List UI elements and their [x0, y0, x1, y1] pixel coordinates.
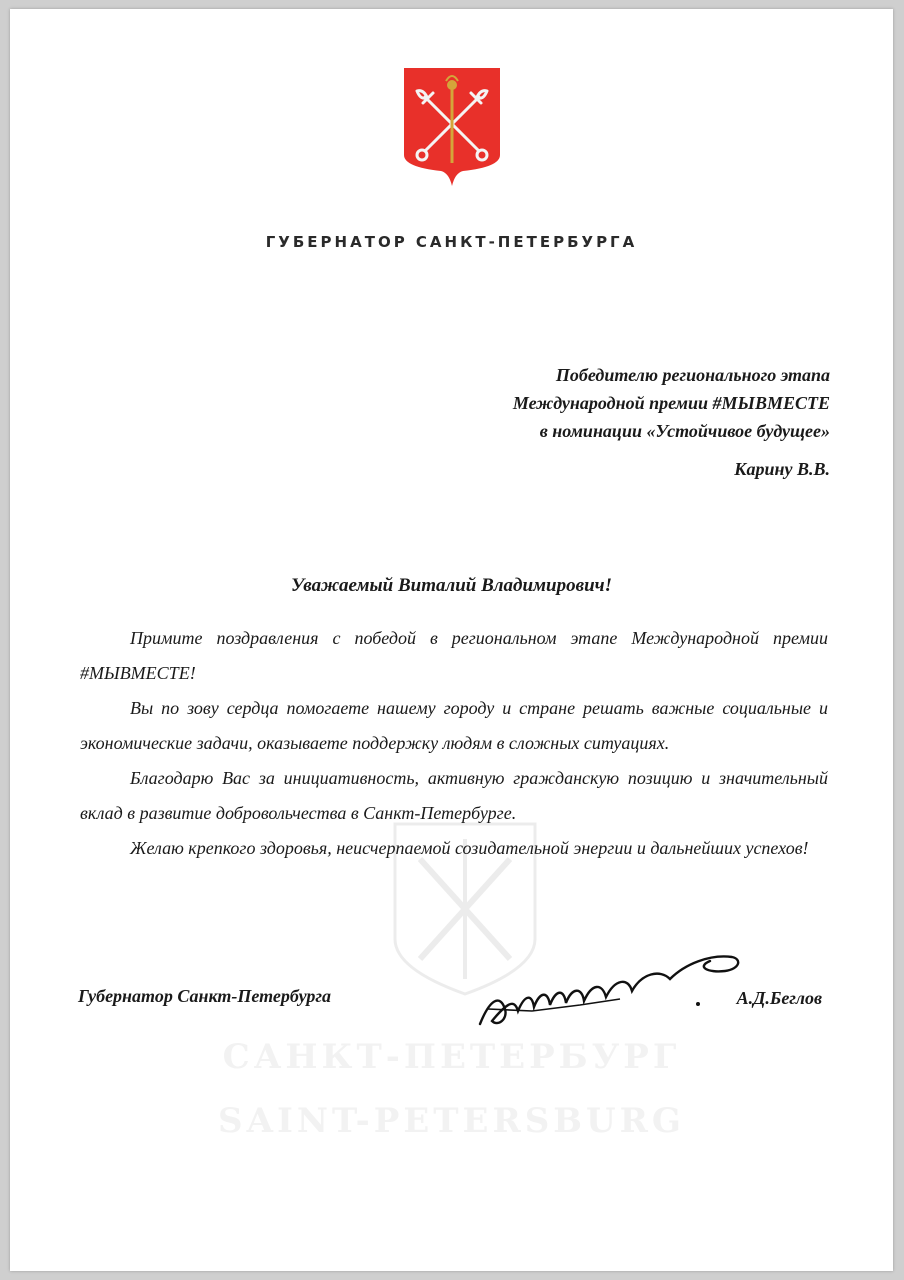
- addressee-block: [513, 361, 830, 445]
- letter-paragraph-4: Желаю крепкого здоровья, неисчерпаемой созидательной энергии и дальнейших успехов!: [130, 838, 809, 858]
- addressee-line-2: Международной премии #МЫВМЕСТЕ: [512, 393, 830, 413]
- issuer-title: ГУБЕРНАТОР САНКТ-ПЕТЕРБУРГА: [265, 233, 638, 251]
- letter-paragraph-1: Примите поздравления с победой в региональном этапе Международной премии #МЫВМЕСТЕ!: [80, 628, 828, 683]
- watermark-city-en: SAINT-PETERSBURG: [218, 1101, 685, 1141]
- letter-body: [80, 621, 828, 866]
- handwritten-signature: [470, 939, 750, 1039]
- addressee-name: Карину В.В.: [734, 459, 830, 479]
- signatory-position: Губернатор Санкт-Петербурга: [78, 986, 331, 1006]
- addressee-line-3: в номинации «Устойчивое будущее»: [539, 421, 830, 441]
- letter-page: [10, 9, 893, 1271]
- letter-paragraph-2: Вы по зову сердца помогаете нашему городу и стране решать важные социальные и экономические задачи, оказываете поддержку людям в сложных ситуациях.: [80, 698, 828, 753]
- coat-of-arms-icon: [403, 67, 501, 187]
- greeting: Уважаемый Виталий Владимирович!: [290, 575, 613, 596]
- letter-paragraph-3: Благодарю Вас за инициативность, активную гражданскую позицию и значительный вклад в развитие добровольчества в Санкт-Петербурге.: [80, 768, 828, 823]
- addressee-line-1: Победителю регионального этапа: [555, 365, 830, 385]
- watermark-city-ru: САНКТ-ПЕТЕРБУРГ: [222, 1037, 681, 1077]
- signatory-name: А.Д.Беглов: [736, 988, 822, 1008]
